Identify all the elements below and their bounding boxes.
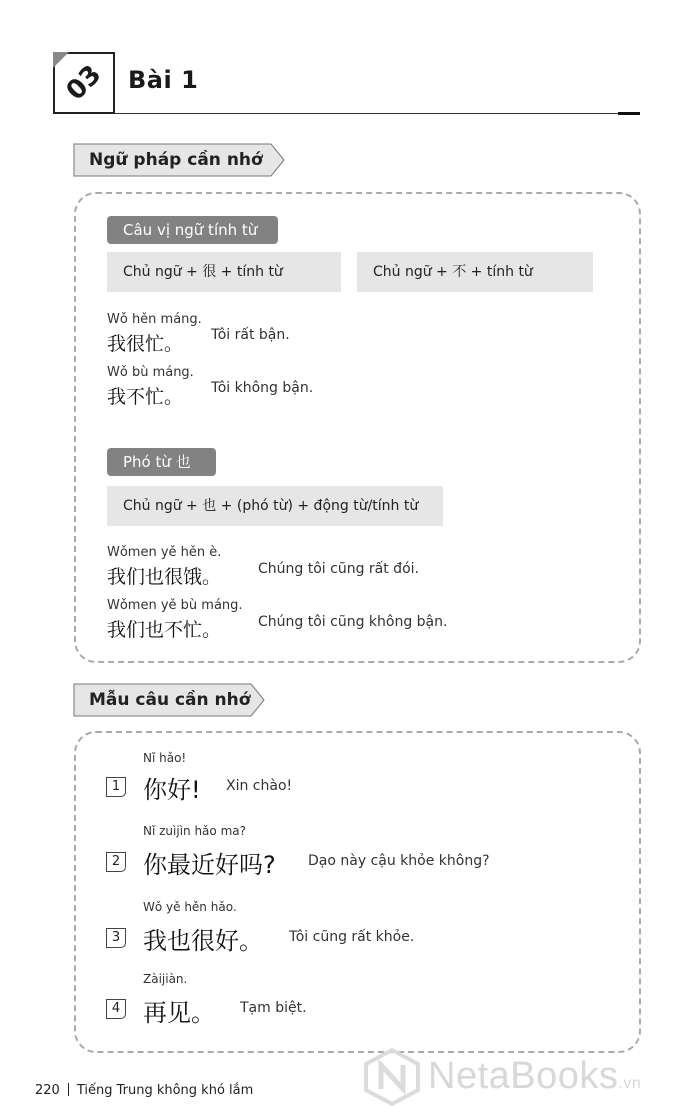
grammar-topic-label: Phó từ 也: [107, 448, 216, 476]
pattern-pinyin: Zàijiàn.: [143, 972, 188, 986]
grammar-section-tab: [73, 143, 285, 177]
example-meaning: Tôi không bận.: [211, 380, 314, 396]
lesson-number-badge: [53, 52, 115, 114]
pattern-meaning: Tôi cũng rất khỏe.: [289, 929, 415, 945]
pattern-pinyin: Nǐ zuìjìn hǎo ma?: [143, 824, 246, 838]
example-meaning: Chúng tôi cũng rất đói.: [258, 561, 419, 577]
pattern-pinyin: Nǐ hǎo!: [143, 751, 187, 765]
example-meaning: Tôi rất bận.: [211, 327, 290, 343]
page-footer: [35, 1083, 253, 1098]
grammar-section-title: Ngữ pháp cần nhớ: [89, 150, 263, 170]
pattern-meaning: Tạm biệt.: [240, 1000, 307, 1016]
book-title: Tiếng Trung không khó lắm: [76, 1083, 254, 1098]
watermark: [362, 1047, 682, 1107]
patterns-section-tab: [73, 683, 265, 717]
grammar-formula: Chủ ngữ + 也 + (phó từ) + động từ/tính từ: [107, 486, 443, 526]
grammar-formula: Chủ ngữ + 很 + tính từ: [107, 252, 341, 292]
pattern-meaning: Xin chào!: [226, 778, 293, 794]
example-pinyin: Wǒmen yě bù máng.: [107, 598, 243, 613]
example-hanzi: 我们也很饿。: [107, 566, 222, 588]
pattern-hanzi: 再见。: [143, 999, 215, 1027]
pattern-number: 1: [106, 777, 126, 797]
example-pinyin: Wǒ hěn máng.: [107, 312, 202, 327]
pattern-number: 4: [106, 999, 126, 1019]
example-pinyin: Wǒ bù máng.: [107, 365, 194, 380]
grammar-formula: Chủ ngữ + 不 + tính từ: [357, 252, 593, 292]
watermark-text: [428, 1055, 641, 1098]
pattern-number: 3: [106, 928, 126, 948]
header-divider: [115, 113, 640, 114]
netabooks-logo-icon: [362, 1047, 422, 1107]
page-number: 220: [35, 1083, 60, 1098]
example-hanzi: 我不忙。: [107, 386, 184, 408]
grammar-topic-label: Câu vị ngữ tính từ: [107, 216, 278, 244]
pattern-pinyin: Wǒ yě hěn hǎo.: [143, 900, 237, 914]
example-hanzi: 我们也不忙。: [107, 619, 222, 641]
footer-separator: [68, 1083, 69, 1096]
example-pinyin: Wǒmen yě hěn è.: [107, 545, 222, 560]
pattern-hanzi: 我也很好。: [143, 927, 263, 955]
patterns-section-title: Mẫu câu cần nhớ: [89, 690, 251, 710]
watermark-brand: NetaBooks: [428, 1055, 619, 1097]
pattern-hanzi: 你最近好吗?: [143, 851, 276, 879]
lesson-title: Bài 1: [128, 66, 199, 94]
example-hanzi: 我很忙。: [107, 333, 184, 355]
pattern-hanzi: 你好!: [143, 776, 201, 804]
lesson-number: 03: [60, 59, 108, 107]
watermark-suffix: .vn: [618, 1075, 642, 1092]
pattern-meaning: Dạo này cậu khỏe không?: [308, 853, 490, 869]
example-meaning: Chúng tôi cũng không bận.: [258, 614, 448, 630]
pattern-number: 2: [106, 852, 126, 872]
header-divider-accent: [618, 112, 640, 115]
